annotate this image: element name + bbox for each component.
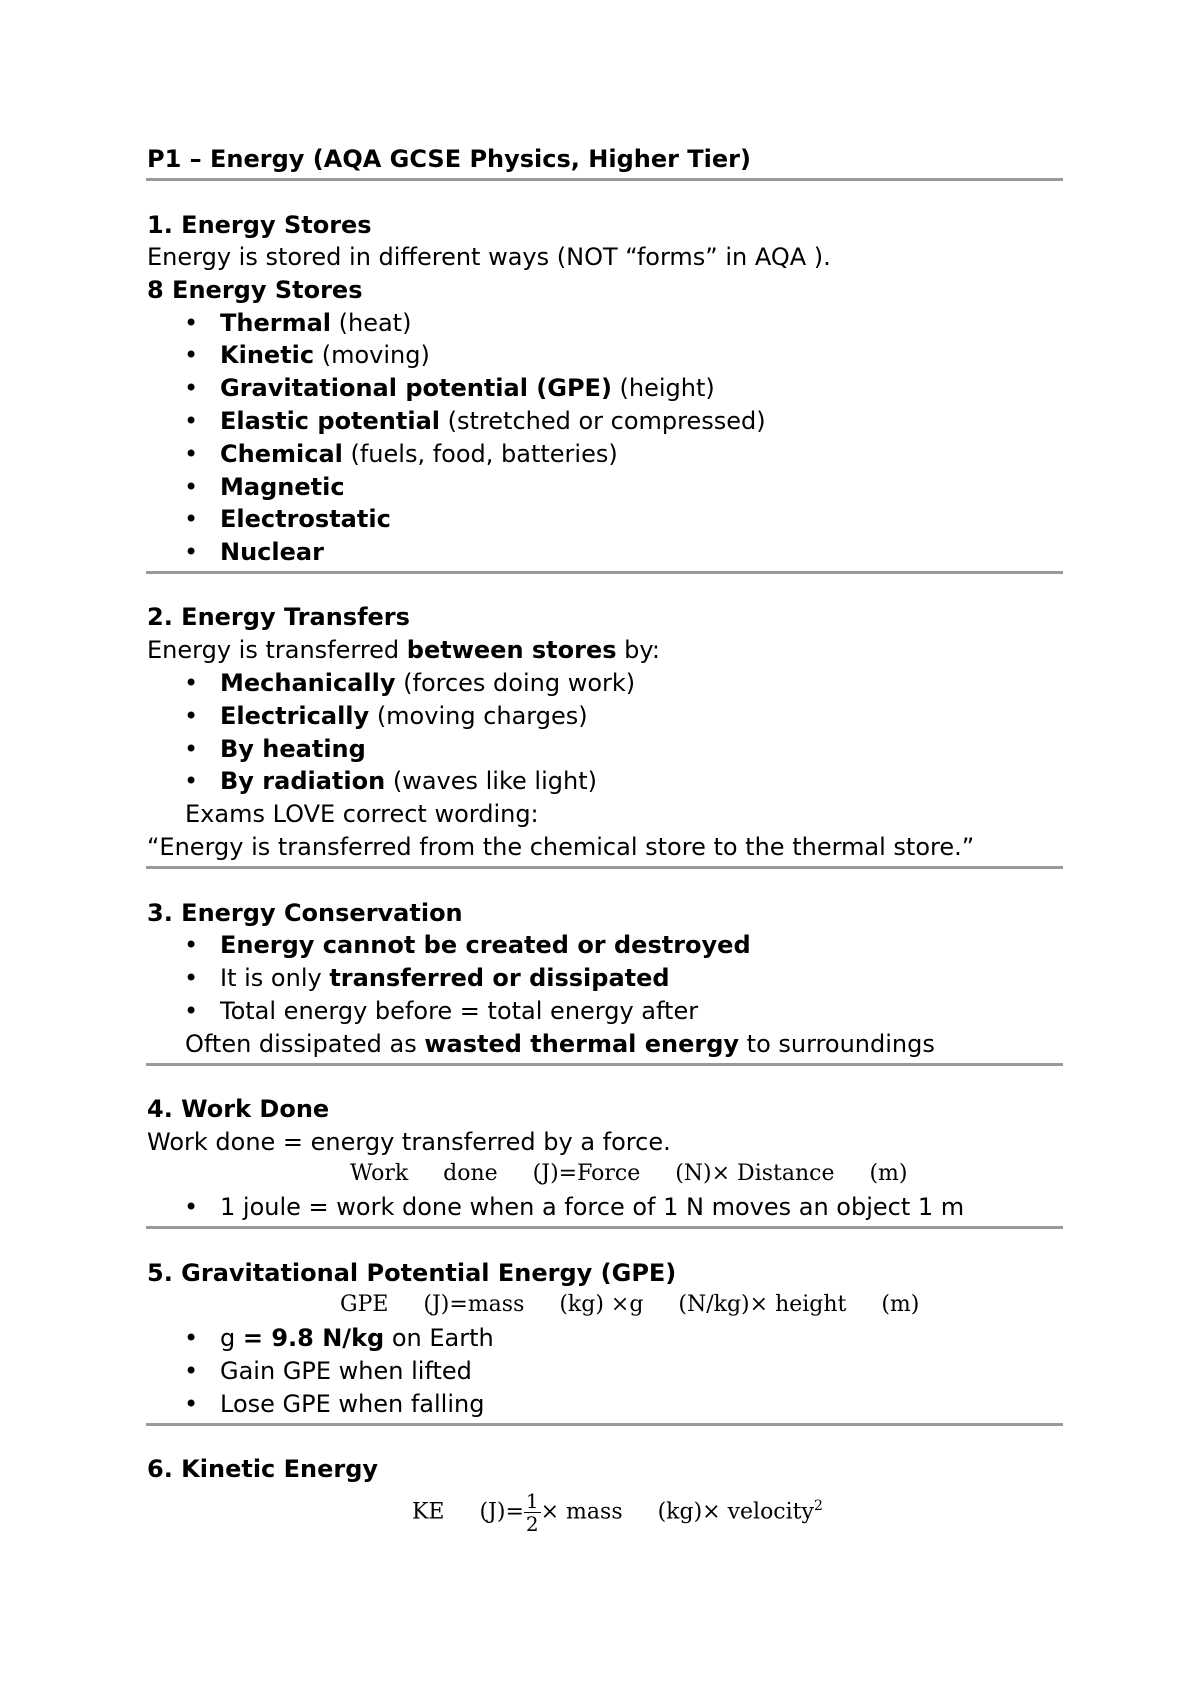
list-item: Mechanically (forces doing work) — [220, 669, 636, 697]
list-item: Kinetic (moving) — [220, 341, 430, 369]
bullet: • — [184, 997, 199, 1025]
section-heading-gpe: 5. Gravitational Potential Energy (GPE) — [147, 1259, 677, 1287]
transfers-intro: Energy is transferred between stores by: — [147, 636, 660, 664]
list-item: Lose GPE when falling — [220, 1390, 485, 1418]
divider — [146, 1423, 1063, 1426]
bullet: • — [184, 702, 199, 730]
bullet: • — [184, 309, 199, 337]
list-item: Gain GPE when lifted — [220, 1357, 472, 1385]
transfers-quote: “Energy is transferred from the chemical store to the thermal store.” — [147, 833, 975, 861]
work-equation: Work done (J)=Force (N)× Distance (m) — [350, 1161, 908, 1186]
bullet: • — [184, 669, 199, 697]
gpe-equation: GPE (J)=mass (kg) ×g (N/kg)× height (m) — [340, 1292, 920, 1317]
list-item: By heating — [220, 735, 366, 763]
bullet: • — [184, 341, 199, 369]
divider — [146, 866, 1063, 869]
list-item: 1 joule = work done when a force of 1 N moves an object 1 m — [220, 1193, 965, 1221]
stores-subheading: 8 Energy Stores — [147, 276, 363, 304]
bullet: • — [184, 735, 199, 763]
list-item: Elastic potential (stretched or compressed) — [220, 407, 766, 435]
bullet: • — [184, 538, 199, 566]
list-item: Total energy before = total energy after — [220, 997, 699, 1025]
bullet: • — [184, 767, 199, 795]
divider — [146, 178, 1063, 181]
kinetic-equation: KE (J)= $\frac{1}{2}$ × mass (kg)× velocity$^2$ — [412, 1489, 823, 1536]
divider — [146, 571, 1063, 574]
list-item: Electrostatic — [220, 505, 391, 533]
list-item: Chemical (fuels, food, batteries) — [220, 440, 618, 468]
bullet: • — [184, 964, 199, 992]
bullet: • — [184, 505, 199, 533]
document-title: P1 – Energy (AQA GCSE Physics, Higher Tier) — [147, 145, 751, 173]
section-heading-kinetic-energy: 6. Kinetic Energy — [147, 1455, 379, 1483]
work-intro: Work done = energy transferred by a force. — [147, 1128, 671, 1156]
list-item: It is only transferred or dissipated — [220, 964, 670, 992]
list-item: g = 9.8 N/kg on Earth — [220, 1324, 494, 1352]
bullet: • — [184, 1357, 199, 1385]
bullet: • — [184, 407, 199, 435]
bullet: • — [184, 473, 199, 501]
section-heading-work-done: 4. Work Done — [147, 1095, 330, 1123]
section-heading-energy-transfers: 2. Energy Transfers — [147, 603, 410, 631]
list-item: Energy cannot be created or destroyed — [220, 931, 751, 959]
conservation-note: Often dissipated as wasted thermal energy to surroundings — [185, 1030, 935, 1058]
divider — [146, 1063, 1063, 1066]
transfers-note: Exams LOVE correct wording: — [185, 800, 539, 828]
bullet: • — [184, 374, 199, 402]
bullet: • — [184, 1193, 199, 1221]
list-item: By radiation (waves like light) — [220, 767, 597, 795]
list-item: Magnetic — [220, 473, 345, 501]
bullet: • — [184, 931, 199, 959]
list-item: Electrically (moving charges) — [220, 702, 588, 730]
section-heading-energy-stores: 1. Energy Stores — [147, 211, 372, 239]
stores-intro: Energy is stored in different ways (NOT “forms” in AQA ). — [147, 243, 831, 271]
fraction: $\frac{1}{2}$ — [525, 1489, 539, 1536]
list-item: Gravitational potential (GPE) (height) — [220, 374, 715, 402]
bullet: • — [184, 440, 199, 468]
divider — [146, 1226, 1063, 1229]
list-item: Thermal (heat) — [220, 309, 412, 337]
section-heading-energy-conservation: 3. Energy Conservation — [147, 899, 463, 927]
bullet: • — [184, 1390, 199, 1418]
list-item: Nuclear — [220, 538, 324, 566]
bullet: • — [184, 1324, 199, 1352]
